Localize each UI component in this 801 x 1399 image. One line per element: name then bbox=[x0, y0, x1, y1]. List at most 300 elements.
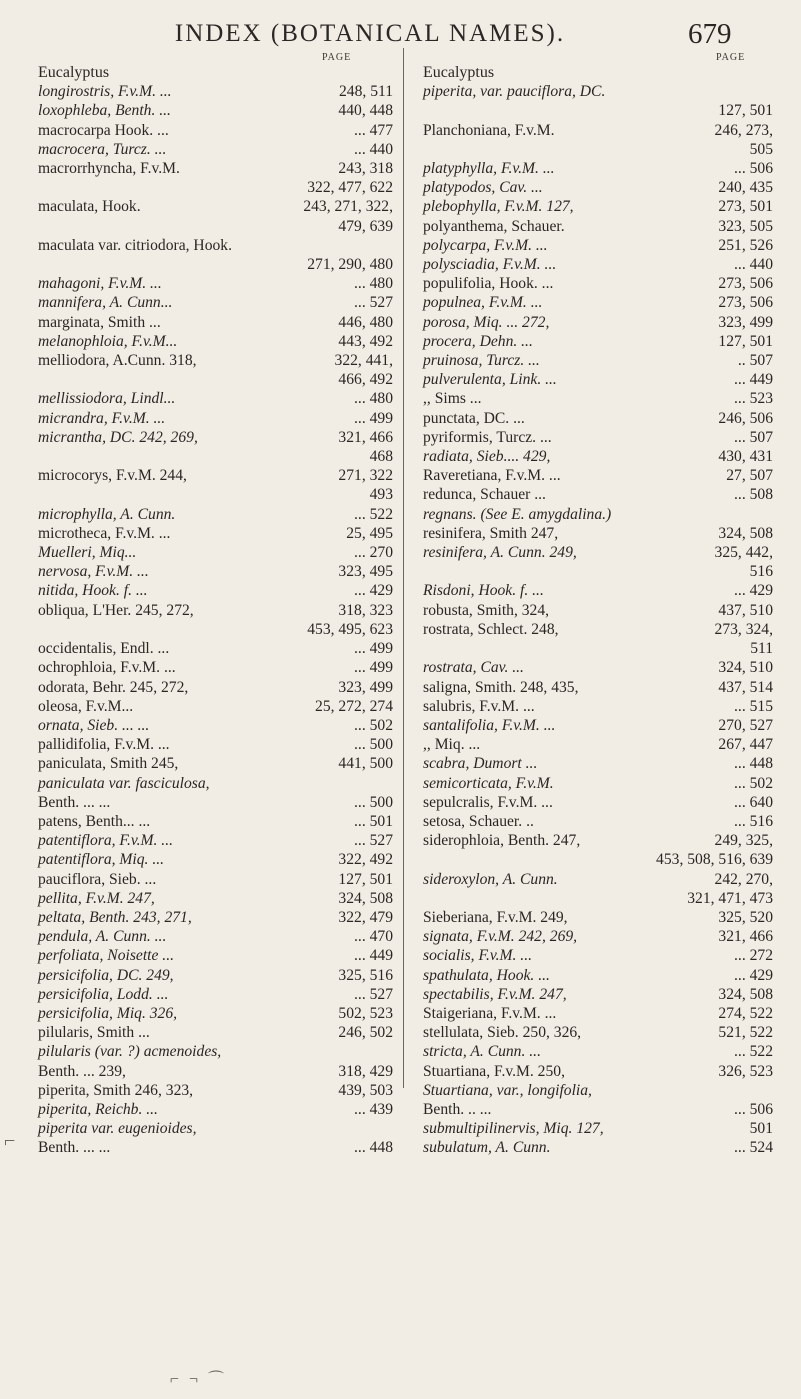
entry-pages: 25, 272, 274 bbox=[315, 697, 393, 715]
index-entry bbox=[38, 735, 393, 754]
entry-pages: ... 522 bbox=[354, 505, 393, 523]
index-entry bbox=[423, 332, 773, 351]
entry-name: stricta, A. Cunn. ... bbox=[423, 1043, 541, 1061]
entry-pages: 127, 501 bbox=[338, 870, 393, 888]
entry-pages: 249, 325, bbox=[714, 832, 773, 850]
entry-pages: ... 501 bbox=[354, 812, 393, 830]
index-entry bbox=[38, 140, 393, 159]
entry-pages: ... 477 bbox=[354, 121, 393, 139]
entry-name: platyphylla, F.v.M. ... bbox=[423, 160, 555, 178]
entry-name: pilularis (var. ?) acmenoides, bbox=[38, 1043, 222, 1061]
entry-name: semicorticata, F.v.M. bbox=[423, 774, 554, 792]
entry-pages: ... 524 bbox=[734, 1139, 773, 1157]
index-entry bbox=[38, 678, 393, 697]
entry-name: maculata var. citriodora, Hook. bbox=[38, 236, 232, 254]
entry-name: signata, F.v.M. 242, 269, bbox=[423, 928, 578, 946]
entry-name: salubris, F.v.M. ... bbox=[423, 697, 535, 715]
entry-name: polycarpa, F.v.M. ... bbox=[423, 236, 548, 254]
entry-name: pauciflora, Sieb. ... bbox=[38, 870, 157, 888]
index-entry bbox=[423, 966, 773, 985]
entry-pages: ... 502 bbox=[354, 716, 393, 734]
index-entry bbox=[423, 697, 773, 716]
index-entry bbox=[423, 466, 773, 485]
entry-pages: ... 470 bbox=[354, 928, 393, 946]
entry-pages: 246, 506 bbox=[718, 409, 773, 427]
entry-name: Raveretiana, F.v.M. ... bbox=[423, 467, 561, 485]
entry-name: Benth. ... ... bbox=[38, 1139, 111, 1157]
entry-pages: ... 527 bbox=[354, 832, 393, 850]
entry-name: piperita, var. pauciflora, DC. bbox=[423, 83, 606, 101]
entry-pages: 502, 523 bbox=[338, 1004, 393, 1022]
entry-name: populnea, F.v.M. ... bbox=[423, 294, 543, 312]
entry-name: pendula, A. Cunn. ... bbox=[38, 928, 167, 946]
entry-pages: 240, 435 bbox=[718, 179, 773, 197]
index-entry bbox=[38, 601, 393, 620]
entry-pages: 318, 323 bbox=[338, 601, 393, 619]
entry-pages: ... 439 bbox=[354, 1100, 393, 1118]
entry-pages: 243, 271, 322, bbox=[303, 198, 393, 216]
entry-name: piperita var. eugenioides, bbox=[38, 1120, 197, 1138]
entry-pages: ... 499 bbox=[354, 409, 393, 427]
index-entry bbox=[423, 197, 773, 216]
entry-name: Risdoni, Hook. f. ... bbox=[423, 582, 544, 600]
entry-name: oleosa, F.v.M... bbox=[38, 697, 134, 715]
page-number: 679 bbox=[688, 18, 732, 50]
index-entry bbox=[38, 1004, 393, 1023]
entry-name: platypodos, Cav. ... bbox=[423, 179, 543, 197]
entry-pages: ... 480 bbox=[354, 275, 393, 293]
entry-pages: 321, 466 bbox=[338, 428, 393, 446]
genus-heading: Eucalyptus bbox=[423, 64, 495, 81]
entry-pages: ... 429 bbox=[734, 582, 773, 600]
entry-pages: 270, 527 bbox=[718, 716, 773, 734]
entry-name: Stuartiana, F.v.M. 250, bbox=[423, 1062, 565, 1080]
index-entry bbox=[423, 1100, 773, 1119]
entry-name: Stuartiana, var., longifolia, bbox=[423, 1081, 592, 1099]
entry-name: pulverulenta, Link. ... bbox=[423, 371, 557, 389]
index-entry bbox=[423, 793, 773, 812]
entry-name: porosa, Miq. ... 272, bbox=[423, 313, 550, 331]
index-entry bbox=[423, 985, 773, 1004]
index-entry bbox=[423, 274, 773, 293]
entry-name: occidentalis, Endl. ... bbox=[38, 640, 170, 658]
entry-name: macrorrhyncha, F.v.M. bbox=[38, 160, 180, 178]
index-entry-continuation: 511 bbox=[750, 640, 773, 658]
entry-pages: 326, 523 bbox=[718, 1062, 773, 1080]
entry-pages: 243, 318 bbox=[338, 160, 393, 178]
page-column-label-left: PAGE bbox=[322, 52, 352, 63]
index-entry bbox=[423, 178, 773, 197]
entry-pages: ... 500 bbox=[354, 793, 393, 811]
entry-name: saligna, Smith. 248, 435, bbox=[423, 678, 579, 696]
entry-pages: 521, 522 bbox=[718, 1024, 773, 1042]
entry-name: piperita, Reichb. ... bbox=[38, 1100, 158, 1118]
entry-name: redunca, Schauer ... bbox=[423, 486, 546, 504]
index-entry bbox=[38, 313, 393, 332]
index-entry bbox=[423, 428, 773, 447]
entry-pages: ... 515 bbox=[734, 697, 773, 715]
entry-name: persicifolia, Lodd. ... bbox=[38, 985, 169, 1003]
entry-pages: ... 449 bbox=[734, 371, 773, 389]
index-entry bbox=[38, 466, 393, 485]
entry-name: maculata, Hook. bbox=[38, 198, 141, 216]
entry-name: regnans. (See E. amygdalina.) bbox=[423, 505, 612, 523]
entry-pages: 324, 510 bbox=[718, 659, 773, 677]
entry-name: subulatum, A. Cunn. bbox=[423, 1139, 551, 1157]
entry-name: melliodora, A.Cunn. 318, bbox=[38, 352, 197, 370]
entry-pages: ... 429 bbox=[734, 966, 773, 984]
entry-name: sepulcralis, F.v.M. ... bbox=[423, 793, 553, 811]
entry-pages: 251, 526 bbox=[718, 236, 773, 254]
index-entry bbox=[38, 1081, 393, 1100]
page-footer-mark: ⌐ ¬ ⌒ bbox=[170, 1371, 228, 1388]
index-entry-continuation: 453, 495, 623 bbox=[307, 620, 393, 638]
entry-pages: 127, 501 bbox=[718, 332, 773, 350]
index-entry bbox=[38, 850, 393, 869]
entry-pages: ... 506 bbox=[734, 1100, 773, 1118]
index-entry bbox=[423, 754, 773, 773]
entry-pages: 324, 508 bbox=[718, 524, 773, 542]
entry-pages: 437, 514 bbox=[718, 678, 773, 696]
index-entry bbox=[38, 716, 393, 735]
entry-pages: 323, 499 bbox=[338, 678, 393, 696]
index-entry bbox=[38, 82, 393, 101]
entry-name: plebophylla, F.v.M. 127, bbox=[423, 198, 574, 216]
index-entry bbox=[38, 774, 393, 793]
entry-pages: ... 429 bbox=[354, 582, 393, 600]
entry-pages: ... 507 bbox=[734, 428, 773, 446]
margin-mark: ⌐ bbox=[4, 1130, 16, 1152]
entry-name: persicifolia, Miq. 326, bbox=[38, 1004, 178, 1022]
index-entry-continuation: 271, 290, 480 bbox=[307, 256, 393, 274]
entry-name: obliqua, L'Her. 245, 272, bbox=[38, 601, 194, 619]
index-entry bbox=[423, 1004, 773, 1023]
index-entry bbox=[423, 255, 773, 274]
index-entry bbox=[38, 332, 393, 351]
entry-pages: 443, 492 bbox=[338, 332, 393, 350]
entry-pages: 273, 506 bbox=[718, 275, 773, 293]
entry-name: macrocera, Turcz. ... bbox=[38, 140, 167, 158]
entry-name: resinifera, A. Cunn. 249, bbox=[423, 544, 577, 562]
entry-name: loxophleba, Benth. ... bbox=[38, 102, 171, 120]
entry-pages: ... 502 bbox=[734, 774, 773, 792]
entry-pages: ... 522 bbox=[734, 1043, 773, 1061]
entry-name: resinifera, Smith 247, bbox=[423, 524, 559, 542]
entry-name: Staigeriana, F.v.M. ... bbox=[423, 1004, 557, 1022]
index-entry bbox=[38, 1138, 393, 1157]
index-entry bbox=[423, 1042, 773, 1061]
entry-name: Benth. ... ... bbox=[38, 793, 111, 811]
index-entry bbox=[423, 82, 773, 101]
entry-name: siderophloia, Benth. 247, bbox=[423, 832, 581, 850]
entry-name: stellulata, Sieb. 250, 326, bbox=[423, 1024, 582, 1042]
entry-pages: 274, 522 bbox=[718, 1004, 773, 1022]
entry-name: scabra, Dumort ... bbox=[423, 755, 538, 773]
index-entry bbox=[423, 774, 773, 793]
entry-name: mannifera, A. Cunn... bbox=[38, 294, 173, 312]
index-entry-continuation: 468 bbox=[369, 448, 393, 466]
index-entry bbox=[423, 1023, 773, 1042]
index-entry bbox=[423, 121, 773, 140]
index-entry bbox=[423, 870, 773, 889]
entry-pages: 273, 324, bbox=[714, 620, 773, 638]
entry-pages: ... 523 bbox=[734, 390, 773, 408]
entry-name: mellissiodora, Lindl... bbox=[38, 390, 176, 408]
index-entry bbox=[38, 159, 393, 178]
index-entry bbox=[423, 658, 773, 677]
index-entry bbox=[423, 389, 773, 408]
entry-pages: 246, 273, bbox=[714, 121, 773, 139]
entry-pages: ... 500 bbox=[354, 736, 393, 754]
index-entry bbox=[38, 1119, 393, 1138]
entry-pages: 273, 501 bbox=[718, 198, 773, 216]
entry-pages: 25, 495 bbox=[346, 524, 393, 542]
entry-pages: 437, 510 bbox=[718, 601, 773, 619]
index-entry bbox=[38, 581, 393, 600]
entry-pages: ... 480 bbox=[354, 390, 393, 408]
entry-name: nervosa, F.v.M. ... bbox=[38, 563, 149, 581]
entry-name: ornata, Sieb. ... ... bbox=[38, 716, 150, 734]
entry-pages: 322, 441, bbox=[334, 352, 393, 370]
index-entry bbox=[38, 389, 393, 408]
entry-name: Benth. ... 239, bbox=[38, 1062, 126, 1080]
index-entry bbox=[38, 121, 393, 140]
index-entry bbox=[38, 293, 393, 312]
entry-name: Benth. .. ... bbox=[423, 1100, 492, 1118]
entry-pages: ... 270 bbox=[354, 544, 393, 562]
page-title: INDEX (BOTANICAL NAMES). bbox=[174, 20, 566, 47]
index-entry bbox=[38, 697, 393, 716]
entry-name: piperita, Smith 246, 323, bbox=[38, 1081, 194, 1099]
index-entry bbox=[38, 927, 393, 946]
index-entry bbox=[423, 1062, 773, 1081]
index-entry bbox=[423, 927, 773, 946]
entry-pages: 322, 492 bbox=[338, 851, 393, 869]
index-entry bbox=[423, 447, 773, 466]
entry-name: Muelleri, Miq... bbox=[38, 544, 137, 562]
entry-pages: .. 507 bbox=[737, 352, 773, 370]
index-entry bbox=[423, 370, 773, 389]
entry-pages: ... 527 bbox=[354, 294, 393, 312]
entry-pages: ... 449 bbox=[354, 947, 393, 965]
entry-name: nitida, Hook. f. ... bbox=[38, 582, 148, 600]
index-entry bbox=[423, 485, 773, 504]
index-entry bbox=[423, 812, 773, 831]
index-entry bbox=[423, 946, 773, 965]
entry-pages: 267, 447 bbox=[718, 736, 773, 754]
entry-name: Sieberiana, F.v.M. 249, bbox=[423, 908, 568, 926]
index-entry-continuation: 479, 639 bbox=[338, 217, 393, 235]
entry-name: submultipilinervis, Miq. 127, bbox=[423, 1120, 604, 1138]
entry-name: melanophloia, F.v.M... bbox=[38, 332, 178, 350]
index-entry bbox=[38, 889, 393, 908]
entry-name: ,, Sims ... bbox=[423, 390, 482, 408]
entry-name: patentiflora, Miq. ... bbox=[38, 851, 165, 869]
index-entry bbox=[38, 1042, 393, 1061]
entry-name: robusta, Smith, 324, bbox=[423, 601, 550, 619]
page-column-label-right: PAGE bbox=[716, 52, 746, 63]
index-column-left bbox=[38, 63, 393, 1158]
index-entry-continuation: 505 bbox=[749, 140, 773, 158]
entry-name: sideroxylon, A. Cunn. bbox=[423, 870, 558, 888]
index-entry bbox=[38, 812, 393, 831]
entry-name: rostrata, Schlect. 248, bbox=[423, 620, 559, 638]
entry-name: micrantha, DC. 242, 269, bbox=[38, 428, 198, 446]
entry-pages: 273, 506 bbox=[718, 294, 773, 312]
index-entry-continuation: 127, 501 bbox=[718, 102, 773, 120]
index-entry bbox=[38, 639, 393, 658]
entry-pages: 323, 495 bbox=[338, 563, 393, 581]
entry-pages: ... 516 bbox=[734, 812, 773, 830]
entry-name: marginata, Smith ... bbox=[38, 313, 161, 331]
entry-name: paniculata var. fasciculosa, bbox=[38, 774, 210, 792]
index-entry bbox=[423, 505, 773, 524]
entry-pages: 325, 520 bbox=[718, 908, 773, 926]
index-entry bbox=[38, 658, 393, 677]
index-entry-continuation: 321, 471, 473 bbox=[687, 889, 773, 907]
index-entry bbox=[38, 197, 393, 216]
entry-pages: ... 440 bbox=[354, 140, 393, 158]
index-entry bbox=[38, 351, 393, 370]
index-entry bbox=[38, 1023, 393, 1042]
entry-name: polysciadia, F.v.M. ... bbox=[423, 256, 557, 274]
index-entry bbox=[423, 543, 773, 562]
entry-name: procera, Dehn. ... bbox=[423, 332, 533, 350]
entry-pages: 324, 508 bbox=[718, 985, 773, 1003]
entry-name: microtheca, F.v.M. ... bbox=[38, 524, 171, 542]
entry-name: macrocarpa Hook. ... bbox=[38, 121, 169, 139]
entry-pages: ... 640 bbox=[734, 793, 773, 811]
index-entry-continuation: 466, 492 bbox=[338, 371, 393, 389]
entry-name: radiata, Sieb.... 429, bbox=[423, 448, 551, 466]
index-entry bbox=[38, 946, 393, 965]
entry-pages: 321, 466 bbox=[718, 928, 773, 946]
index-entry bbox=[423, 831, 773, 850]
entry-name: peltata, Benth. 243, 271, bbox=[38, 908, 192, 926]
index-entry bbox=[38, 505, 393, 524]
entry-name: polyanthema, Schauer. bbox=[423, 217, 565, 235]
index-entry bbox=[423, 735, 773, 754]
entry-name: pellita, F.v.M. 247, bbox=[38, 889, 155, 907]
index-entry bbox=[38, 428, 393, 447]
index-entry bbox=[38, 236, 393, 255]
entry-pages: 446, 480 bbox=[338, 313, 393, 331]
index-entry bbox=[38, 543, 393, 562]
entry-name: pallidifolia, F.v.M. ... bbox=[38, 736, 170, 754]
entry-pages: 246, 502 bbox=[338, 1024, 393, 1042]
index-entry bbox=[38, 1062, 393, 1081]
entry-name: ,, Miq. ... bbox=[423, 736, 481, 754]
entry-name: persicifolia, DC. 249, bbox=[38, 966, 174, 984]
entry-name: mahagoni, F.v.M. ... bbox=[38, 275, 162, 293]
index-entry bbox=[423, 159, 773, 178]
entry-name: spectabilis, F.v.M. 247, bbox=[423, 985, 567, 1003]
entry-pages: 324, 508 bbox=[338, 889, 393, 907]
index-entry bbox=[423, 313, 773, 332]
entry-pages: 439, 503 bbox=[338, 1081, 393, 1099]
entry-name: spathulata, Hook. ... bbox=[423, 966, 550, 984]
entry-pages: 325, 516 bbox=[338, 966, 393, 984]
index-entry bbox=[38, 101, 393, 120]
entry-name: microcorys, F.v.M. 244, bbox=[38, 467, 187, 485]
index-entry bbox=[423, 678, 773, 697]
entry-pages: 248, 511 bbox=[339, 83, 393, 101]
entry-name: pyriformis, Turcz. ... bbox=[423, 428, 552, 446]
entry-pages: 322, 479 bbox=[338, 908, 393, 926]
entry-pages: ... 448 bbox=[354, 1139, 393, 1157]
entry-pages: ... 448 bbox=[734, 755, 773, 773]
index-entry bbox=[423, 716, 773, 735]
index-entry bbox=[423, 908, 773, 927]
index-entry bbox=[423, 351, 773, 370]
index-entry bbox=[38, 409, 393, 428]
entry-pages: ... 272 bbox=[734, 947, 773, 965]
index-entry bbox=[423, 1119, 773, 1138]
index-entry bbox=[423, 601, 773, 620]
entry-pages: 27, 507 bbox=[726, 467, 773, 485]
index-entry bbox=[38, 870, 393, 889]
index-entry-continuation: 493 bbox=[369, 486, 393, 504]
entry-name: odorata, Behr. 245, 272, bbox=[38, 678, 189, 696]
index-entry bbox=[38, 908, 393, 927]
entry-pages: 242, 270, bbox=[714, 870, 773, 888]
entry-name: pruinosa, Turcz. ... bbox=[423, 352, 540, 370]
entry-name: paniculata, Smith 245, bbox=[38, 755, 179, 773]
index-entry-continuation: 516 bbox=[749, 563, 773, 581]
entry-name: rostrata, Cav. ... bbox=[423, 659, 524, 677]
entry-name: pilularis, Smith ... bbox=[38, 1024, 150, 1042]
index-entry bbox=[38, 524, 393, 543]
entry-pages: 440, 448 bbox=[338, 102, 393, 120]
index-entry bbox=[423, 581, 773, 600]
index-entry bbox=[423, 409, 773, 428]
index-entry bbox=[423, 620, 773, 639]
entry-pages: ... 499 bbox=[354, 659, 393, 677]
entry-pages: 430, 431 bbox=[718, 448, 773, 466]
entry-name: perfoliata, Noisette ... bbox=[38, 947, 175, 965]
index-entry bbox=[38, 966, 393, 985]
genus-heading: Eucalyptus bbox=[38, 64, 110, 81]
entry-name: santalifolia, F.v.M. ... bbox=[423, 716, 556, 734]
index-entry bbox=[38, 1100, 393, 1119]
index-entry bbox=[38, 274, 393, 293]
index-entry-continuation: 322, 477, 622 bbox=[307, 179, 393, 197]
entry-name: micrandra, F.v.M. ... bbox=[38, 409, 166, 427]
entry-name: punctata, DC. ... bbox=[423, 409, 525, 427]
index-entry bbox=[423, 236, 773, 255]
index-entry bbox=[423, 1081, 773, 1100]
column-divider bbox=[403, 48, 404, 1088]
entry-name: socialis, F.v.M. ... bbox=[423, 947, 533, 965]
index-entry-continuation: 453, 508, 516, 639 bbox=[656, 851, 773, 869]
entry-pages: 501 bbox=[749, 1120, 773, 1138]
index-entry bbox=[423, 524, 773, 543]
entry-name: ochrophloia, F.v.M. ... bbox=[38, 659, 176, 677]
entry-name: microphylla, A. Cunn. bbox=[38, 505, 176, 523]
index-entry bbox=[38, 985, 393, 1004]
entry-pages: 441, 500 bbox=[338, 755, 393, 773]
entry-pages: ... 506 bbox=[734, 160, 773, 178]
entry-pages: 323, 505 bbox=[718, 217, 773, 235]
entry-pages: 318, 429 bbox=[338, 1062, 393, 1080]
entry-pages: 271, 322 bbox=[338, 467, 393, 485]
index-entry bbox=[38, 831, 393, 850]
entry-pages: 325, 442, bbox=[714, 544, 773, 562]
entry-name: patentiflora, F.v.M. ... bbox=[38, 832, 173, 850]
entry-name: patens, Benth... ... bbox=[38, 812, 151, 830]
index-entry bbox=[38, 793, 393, 812]
index-entry bbox=[423, 293, 773, 312]
